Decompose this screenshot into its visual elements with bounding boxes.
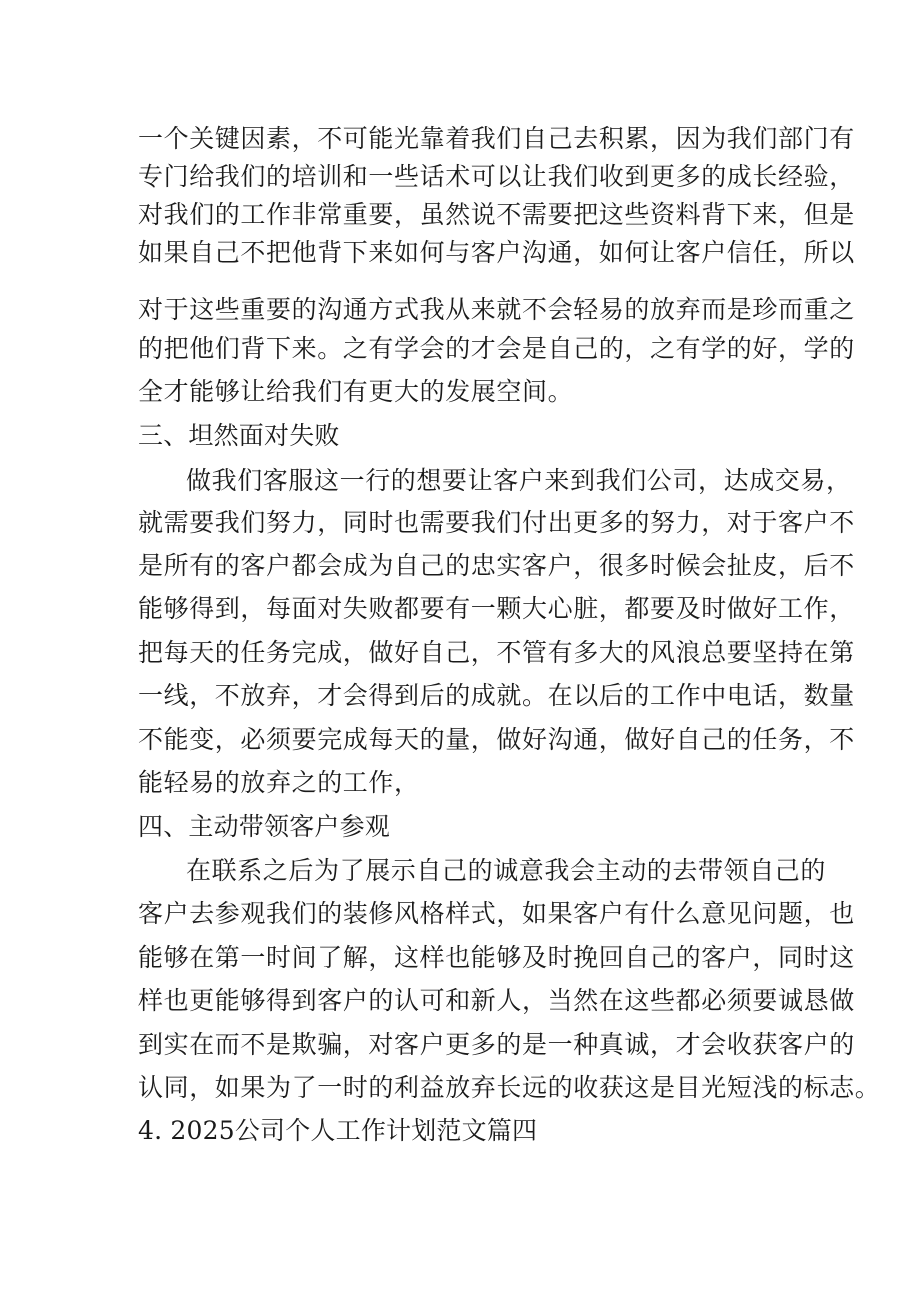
section-4-title: 四、主动带领客户参观	[138, 812, 391, 841]
text-line: 能够在第一时间了解，这样也能够及时挽回自己的客户，同时这	[138, 943, 855, 972]
text-line: 专门给我们的培训和一些话术可以让我们收到更多的成长经验，	[138, 162, 855, 191]
text-line: 在联系之后为了展示自己的诚意我会主动的去带领自己的	[186, 856, 827, 885]
text-line: 对于这些重要的沟通方式我从来就不会轻易的放弃而是珍而重之	[138, 295, 855, 324]
text-line: 对我们的工作非常重要，虽然说不需要把这些资料背下来，但是	[138, 200, 855, 229]
text-line: 是所有的客户都会成为自己的忠实客户，很多时候会扯皮，后不	[138, 551, 855, 580]
text-line: 样也更能够得到客户的认可和新人，当然在这些都必须要诚恳做	[138, 986, 855, 1015]
text-line: 能轻易的放弃之的工作，	[138, 768, 420, 797]
text-line: 就需要我们努力，同时也需要我们付出更多的努力，对于客户不	[138, 508, 855, 537]
text-line: 如果自己不把他背下来如何与客户沟通，如何让客户信任，所以	[138, 238, 855, 267]
text-line: 一个关键因素，不可能光靠着我们自己去积累，因为我们部门有	[138, 124, 855, 153]
text-line: 的把他们背下来。之有学会的才会是自己的，之有学的好，学的	[138, 334, 855, 363]
text-line: 全才能够让给我们有更大的发展空间。	[138, 377, 574, 406]
text-line: 不能变，必须要完成每天的量，做好沟通，做好自己的任务，不	[138, 725, 855, 754]
text-line: 能够得到，每面对失败都要有一颗大心脏，都要及时做好工作，	[138, 594, 855, 623]
text-line: 一线，不放弃，才会得到后的成就。在以后的工作中电话，数量	[138, 681, 855, 710]
text-line: 客户去参观我们的装修风格样式，如果客户有什么意见问题，也	[138, 899, 855, 928]
next-section-heading: 4. 2025公司个人工作计划范文篇四	[138, 1116, 538, 1145]
text-line: 把每天的任务完成，做好自己，不管有多大的风浪总要坚持在第	[138, 638, 855, 667]
text-line: 做我们客服这一行的想要让客户来到我们公司，达成交易，	[186, 466, 852, 495]
section-3-title: 三、坦然面对失败	[138, 421, 340, 450]
text-line: 认同，如果为了一时的利益放弃长远的收获这是目光短浅的标志。	[138, 1073, 881, 1102]
text-line: 到实在而不是欺骗，对客户更多的是一种真诚，才会收获客户的	[138, 1030, 855, 1059]
